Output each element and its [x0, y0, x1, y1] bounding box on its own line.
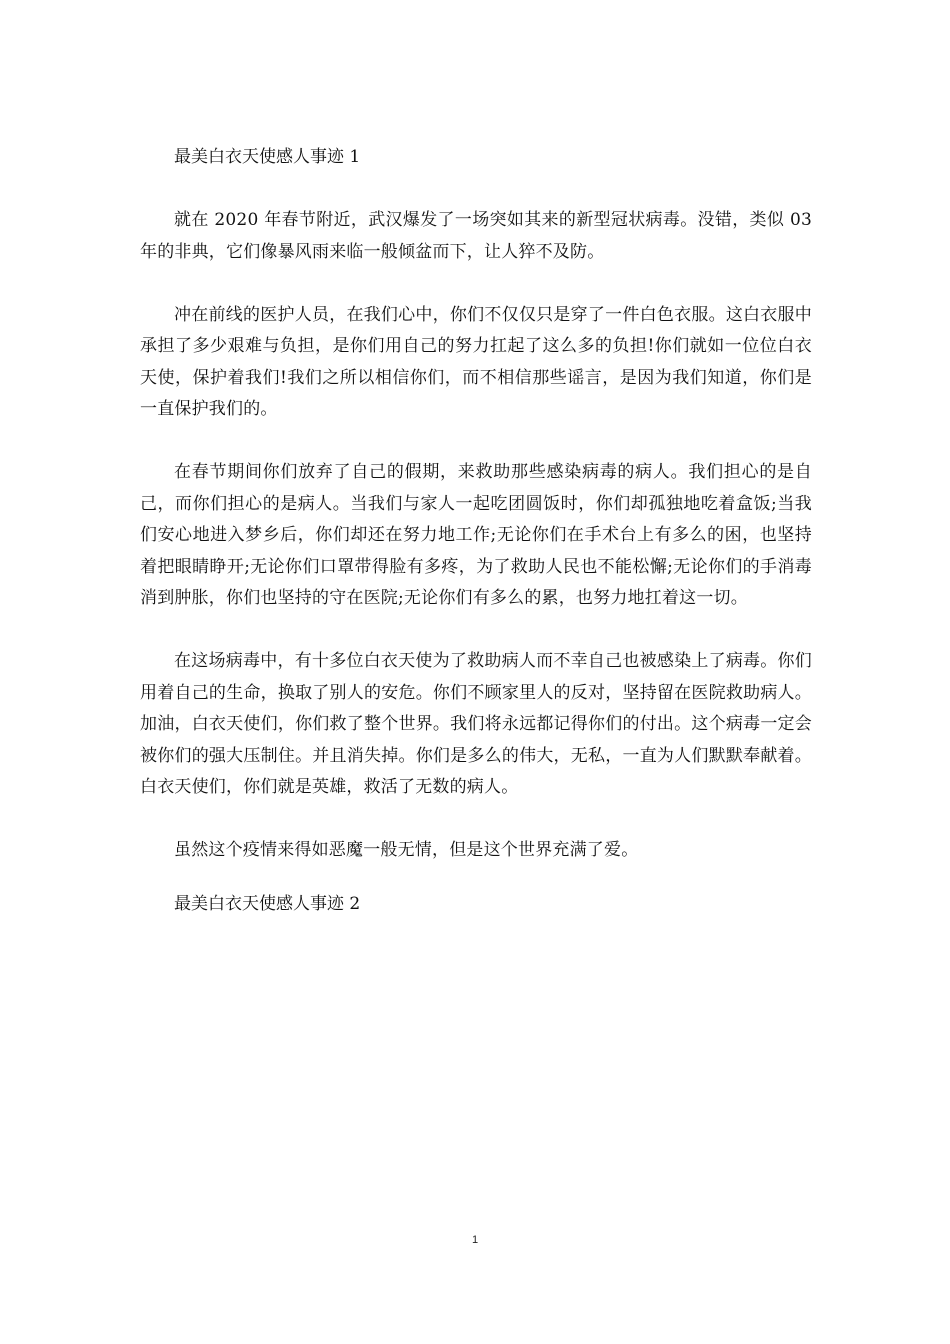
paragraph-5: 虽然这个疫情来得如恶魔一般无情，但是这个世界充满了爱。	[174, 840, 639, 860]
spacer	[140, 867, 812, 889]
paragraph-1: 就在 2020 年春节附近，武汉爆发了一场突如其来的新型冠状病毒。没错，类似 03 年的非典，它们像暴风雨来临一般倾盆而下，让人猝不及防。	[140, 210, 812, 262]
spacer	[140, 174, 812, 206]
paragraph-2: 冲在前线的医护人员，在我们心中，你们不仅仅只是穿了一件白色衣服。这白衣服中承担了多少艰难与负担，是你们用自己的努力扛起了这么多的负担!你们就如一位位白衣天使，保护着我们!我们之所以相信你们，而不相信那些谣言，是因为我们知道，你们是一直保护我们的。	[140, 304, 812, 419]
spacer	[140, 615, 812, 647]
paragraph-3: 在春节期间你们放弃了自己的假期，来救助那些感染病毒的病人。我们担心的是自己，而你们担心的是病人。当我们与家人一起吃团圆饭时，你们却孤独地吃着盒饭;当我们安心地进入梦乡后，你们却还在努力地工作;无论你们在手术台上有多么的困，也坚持着把眼睛睁开;无论你们口罩带得脸有多疼，为了救助人民也不能松懈;无论你们的手消毒消到肿胀，你们也坚持的守在医院;无论你们有多么的累，也努力地扛着这一切。	[140, 462, 812, 608]
paragraph-4: 在这场病毒中，有十多位白衣天使为了救助病人而不幸自己也被感染上了病毒。你们用着自己的生命，换取了别人的安危。你们不顾家里人的反对，坚持留在医院救助病人。加油，白衣天使们，你们救了整个世界。我们将永远都记得你们的付出。这个病毒一定会被你们的强大压制住。并且消失掉。你们是多么的伟大，无私，一直为人们默默奉献着。白衣天使们，你们就是英雄，救活了无数的病人。	[140, 651, 812, 797]
page-number: 1	[471, 1234, 479, 1246]
spacer	[140, 268, 812, 300]
spacer	[140, 804, 812, 836]
spacer	[140, 426, 812, 458]
document-body	[140, 142, 812, 920]
section-heading-1: 最美白衣天使感人事迹 1	[174, 147, 361, 167]
section-heading-2: 最美白衣天使感人事迹 2	[174, 893, 361, 914]
